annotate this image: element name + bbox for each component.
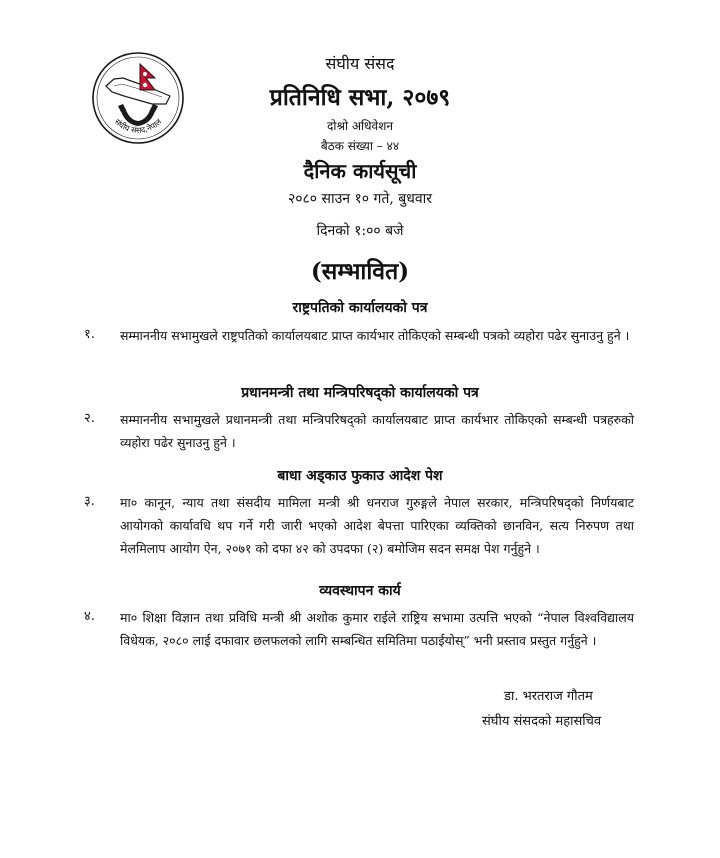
signatory-name: डा. भरतराज गौतम <box>504 689 593 704</box>
item-number: ४. <box>84 609 95 624</box>
signatory-title: संघीय संसदको महासचिव <box>482 714 602 729</box>
session-label: दोश्रो अधिवेशन <box>326 119 394 133</box>
agenda-title: दैनिक कार्यसूची <box>303 159 417 183</box>
section-heading: राष्ट्रपतिको कार्यालयको पत्र <box>292 300 428 316</box>
house-title: प्रतिनिधि सभा, २०७९ <box>269 84 451 111</box>
item-text: सम्माननीय सभामुखले राष्ट्रपतिको कार्यालयबाट प्राप्त कार्यभार तोकिएको सम्बन्धी पत्रको व्यहोरा पढेर सुनाउनु हुने । <box>120 328 630 343</box>
item-number: २. <box>84 411 95 426</box>
item-text: सम्माननीय सभामुखले प्रधानमन्त्री तथा मन्त्रिपरिषद्को कार्यालयबाट प्राप्त कार्यभार तोकिएको सम्बन्धी पत्रहरुको व्यहोरा पढेर सुनाउनु हुने । <box>120 412 634 450</box>
section-heading: बाधा अड्काउ फुकाउ आदेश पेश <box>277 468 443 484</box>
item-text: मा० कानून, न्याय तथा संसदीय मामिला मन्त्री श्री धनराज गुरुङ्गले नेपाल सरकार, मन्त्रिपरिषद्को निर्णयबाट आयोगको कार्यावधि थप गर्ने गरी जारी भएको आदेश बेपत्ता पारिएका व्यक्तिको छानविन, सत्य निरुपण तथा मेलमिलाप आयोग ऐन, २०७१ को दफा ४२ को उपदफा (२) बमोजिम सदन समक्ष पेश गर्नुहुने । <box>120 495 634 556</box>
agenda-date: २०८० साउन १० गते, बुधवार <box>287 191 433 207</box>
emblem-caption: संघीय संसद,नेपाल <box>112 117 164 135</box>
agenda-time: दिनको १:०० बजे <box>316 223 404 239</box>
org-name: संघीय संसद <box>325 54 395 73</box>
item-text: मा० शिक्षा विज्ञान तथा प्रविधि मन्त्री श्री अशोक कुमार राईले राष्ट्रिय सभामा उत्पत्ति भएको “नेपाल विश्वविद्यालय विधेयक, २०८० लाई दफावार छलफलको लागि सम्बन्धित समितिमा पठाईयोस्” भनी प्रस्ताव प्रस्तुत गर्नुहुने । <box>120 610 634 648</box>
section-heading: प्रधानमन्त्री तथा मन्त्रिपरिषद्को कार्यालयको पत्र <box>241 385 479 401</box>
section-heading: व्यवस्थापन कार्य <box>319 583 401 599</box>
meeting-number: बैठक संख्या – ४४ <box>320 139 400 153</box>
item-number: १. <box>84 327 95 342</box>
item-number: ३. <box>84 494 95 509</box>
tentative-label: (सम्भावित) <box>310 258 410 285</box>
